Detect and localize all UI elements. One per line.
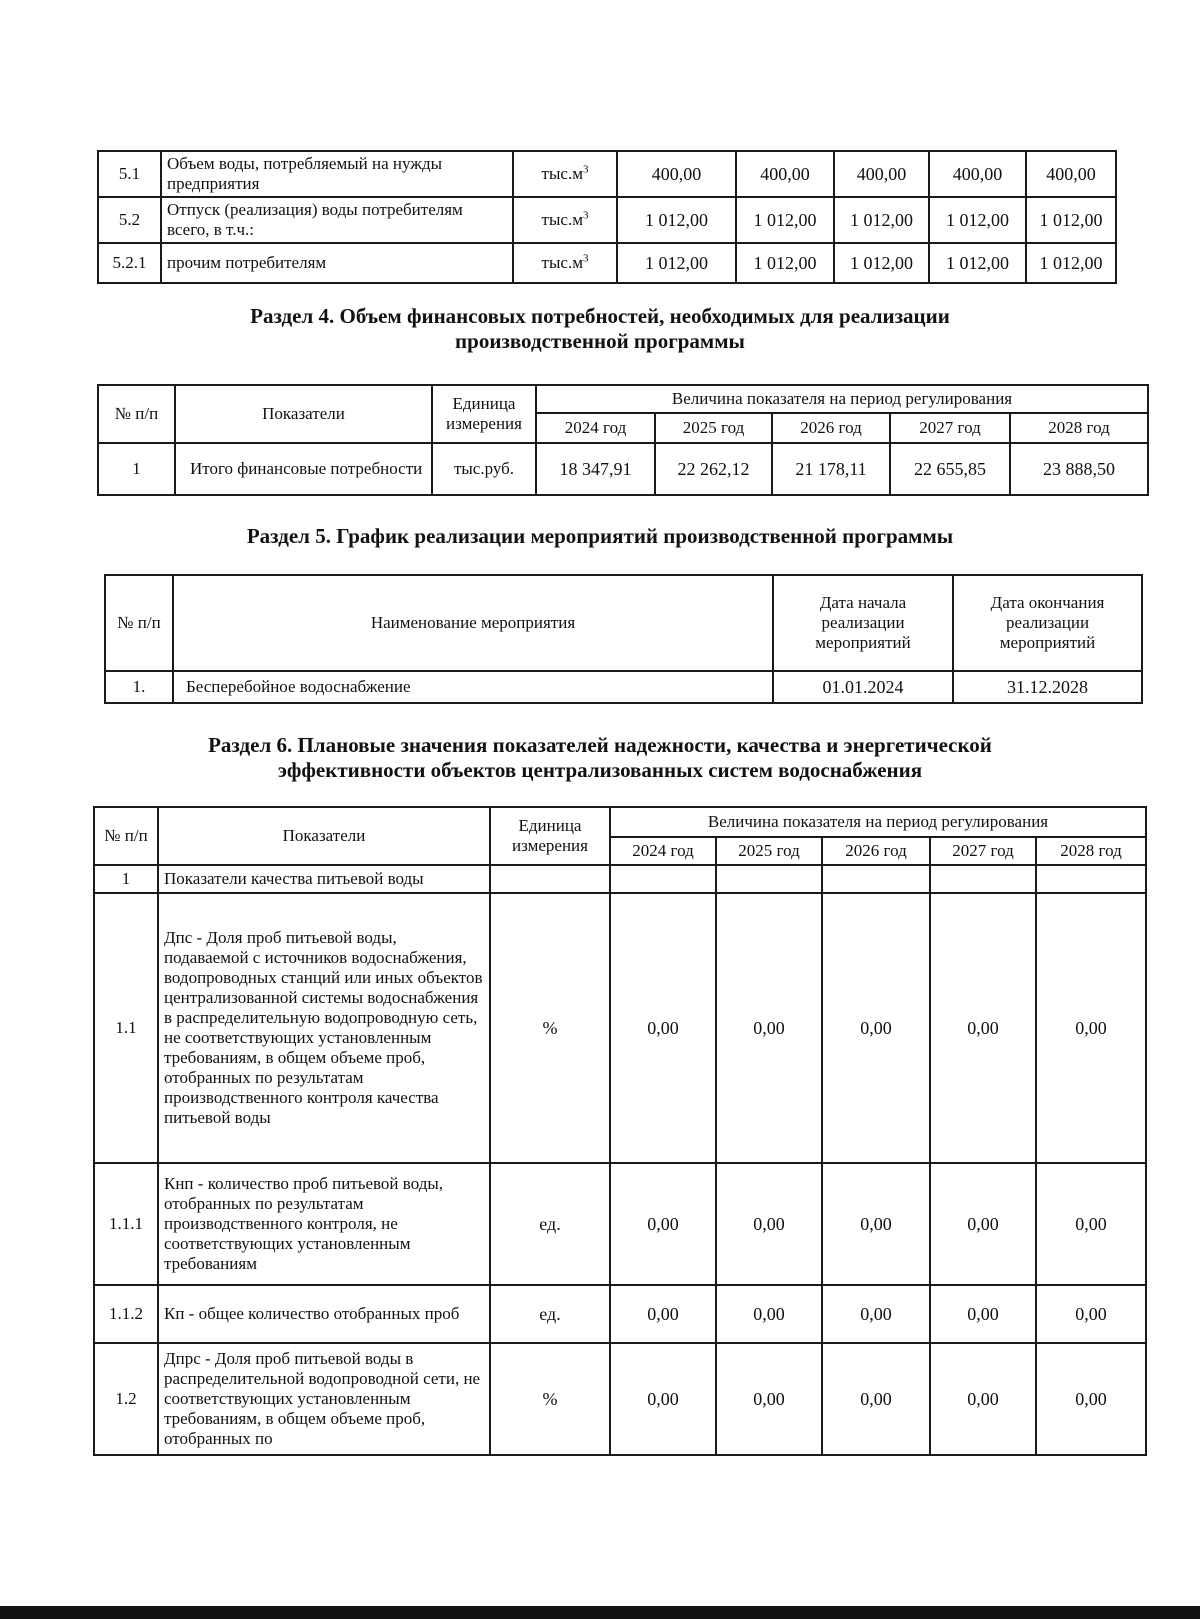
value-2028: 400,00 (1026, 151, 1116, 197)
row-number: 5.1 (98, 151, 161, 197)
col-header-start-date: Дата начала реализации мероприятий (773, 575, 953, 671)
value-2028: 1 012,00 (1026, 243, 1116, 283)
indicator-name: прочим потребителям (161, 243, 513, 283)
row-number: 1.1.2 (94, 1285, 158, 1343)
value-2024: 1 012,00 (617, 197, 736, 243)
table-row (94, 1163, 1146, 1285)
value-2024: 0,00 (610, 1163, 716, 1285)
value-2027: 0,00 (930, 1163, 1036, 1285)
year-header: 2027 год (890, 413, 1010, 443)
value-2024: 1 012,00 (617, 243, 736, 283)
value-2027: 22 655,85 (890, 443, 1010, 495)
year-header: 2028 год (1036, 837, 1146, 865)
unit-cell: $тыс.м^3$ (513, 197, 617, 243)
col-header-period: Величина показателя на период регулирования (536, 385, 1148, 413)
value-2028: 1 012,00 (1026, 197, 1116, 243)
unit-cell: ед. (490, 1285, 610, 1343)
col-header-indicator: Показатели (175, 385, 432, 443)
value-2027: 1 012,00 (929, 243, 1026, 283)
end-date: 31.12.2028 (953, 671, 1142, 703)
value-2028: 0,00 (1036, 1285, 1146, 1343)
value-2024: 0,00 (610, 1343, 716, 1455)
indicator-name: Кнп - количество проб питьевой воды, отобранных по результатам производственного контроля, не соответствующих установленным требованиям (158, 1163, 490, 1285)
indicator-name: Итого финансовые потребности (175, 443, 432, 495)
value-2024: 18 347,91 (536, 443, 655, 495)
indicator-name: Кп - общее количество отобранных проб (158, 1285, 490, 1343)
col-header-unit: Единица измерения (490, 807, 610, 865)
start-date: 01.01.2024 (773, 671, 953, 703)
row-number: 1. (105, 671, 173, 703)
value-2025: 400,00 (736, 151, 834, 197)
year-header: 2026 год (822, 837, 930, 865)
row-number: 1 (94, 865, 158, 893)
section6-table (93, 806, 1147, 1456)
value-2026: 1 012,00 (834, 197, 929, 243)
col-header-end-date: Дата окончания реализации мероприятий (953, 575, 1142, 671)
value-2027: 1 012,00 (929, 197, 1026, 243)
table-row (98, 151, 1116, 197)
indicator-name: Отпуск (реализация) воды потребителям всего, в т.ч.: (161, 197, 513, 243)
value-2025: 22 262,12 (655, 443, 772, 495)
value-2025: 0,00 (716, 1343, 822, 1455)
col-header-unit: Единица измерения (432, 385, 536, 443)
table-row (94, 893, 1146, 1163)
col-header-num: № п/п (105, 575, 173, 671)
value-2025: 0,00 (716, 1163, 822, 1285)
value-2025: 1 012,00 (736, 243, 834, 283)
col-header-period: Величина показателя на период регулирования (610, 807, 1146, 837)
year-header: 2025 год (655, 413, 772, 443)
value-2025: 1 012,00 (736, 197, 834, 243)
unit-cell: ед. (490, 1163, 610, 1285)
value-2027: 0,00 (930, 893, 1036, 1163)
measure-name: Бесперебойное водоснабжение (173, 671, 773, 703)
value-2028: 0,00 (1036, 1163, 1146, 1285)
section4-table (97, 384, 1149, 496)
table-row (98, 197, 1116, 243)
year-header: 2024 год (536, 413, 655, 443)
table-row (105, 671, 1142, 703)
value-2028: 0,00 (1036, 893, 1146, 1163)
value-2026: 0,00 (822, 1285, 930, 1343)
table-row (98, 243, 1116, 283)
value-2026: 0,00 (822, 893, 930, 1163)
row-number: 1 (98, 443, 175, 495)
unit-cell: % (490, 1343, 610, 1455)
value-2026: 400,00 (834, 151, 929, 197)
value-2028: 0,00 (1036, 1343, 1146, 1455)
unit-cell: $тыс.м^3$ (513, 151, 617, 197)
unit-cell: тыс.руб. (432, 443, 536, 495)
value-2025: 0,00 (716, 1285, 822, 1343)
indicator-name: Объем воды, потребляемый на нужды предприятия (161, 151, 513, 197)
row-number: 1.1 (94, 893, 158, 1163)
row-number: 1.1.1 (94, 1163, 158, 1285)
section5-title: Раздел 5. График реализации мероприятий производственной программы (246, 524, 954, 548)
value-2024: 0,00 (610, 893, 716, 1163)
value-2027: 400,00 (929, 151, 1026, 197)
value-2026: 1 012,00 (834, 243, 929, 283)
value-2027: 0,00 (930, 1343, 1036, 1455)
value-2027: 0,00 (930, 1285, 1036, 1343)
value-2028: 23 888,50 (1010, 443, 1148, 495)
year-header: 2027 год (930, 837, 1036, 865)
top-table (97, 150, 1117, 284)
section6-title: Раздел 6. Плановые значения показателей надежности, качества и энергетической эффективности объектов централизованных систем водоснабжения (208, 733, 992, 782)
group-name: Показатели качества питьевой воды (158, 865, 490, 893)
table-row (94, 1343, 1146, 1455)
year-header: 2026 год (772, 413, 890, 443)
year-header: 2025 год (716, 837, 822, 865)
row-number: 1.2 (94, 1343, 158, 1455)
row-number: 5.2.1 (98, 243, 161, 283)
row-number: 5.2 (98, 197, 161, 243)
section4-title: Раздел 4. Объем финансовых потребностей, необходимых для реализации производственной программы (250, 304, 950, 353)
indicator-name: Дпс - Доля проб питьевой воды, подаваемой с источников водоснабжения, водопроводных станций или иных объектов централизованной системы водоснабжения в распределительную водопроводную сеть, не соответствующих установленным требованиям, в общем объеме проб, отобранных по результатам производственного контроля качества питьевой воды (158, 893, 490, 1163)
indicator-name: Дпрс - Доля проб питьевой воды в распределительной водопроводной сети, не соответствующих установленным требованиям, в общем объеме проб, отобранных по (158, 1343, 490, 1455)
value-2026: 0,00 (822, 1163, 930, 1285)
col-header-num: № п/п (98, 385, 175, 443)
year-header: 2024 год (610, 837, 716, 865)
col-header-num: № п/п (94, 807, 158, 865)
value-2026: 0,00 (822, 1343, 930, 1455)
section5-table (104, 574, 1143, 704)
unit-cell: % (490, 893, 610, 1163)
year-header: 2028 год (1010, 413, 1148, 443)
value-2025: 0,00 (716, 893, 822, 1163)
scan-edge-bar (0, 1606, 1200, 1619)
table-row (94, 1285, 1146, 1343)
table-row (98, 443, 1148, 495)
value-2024: 400,00 (617, 151, 736, 197)
col-header-measure: Наименование мероприятия (173, 575, 773, 671)
value-2026: 21 178,11 (772, 443, 890, 495)
col-header-indicator: Показатели (158, 807, 490, 865)
table-row (94, 865, 1146, 893)
unit-cell: $тыс.м^3$ (513, 243, 617, 283)
value-2024: 0,00 (610, 1285, 716, 1343)
